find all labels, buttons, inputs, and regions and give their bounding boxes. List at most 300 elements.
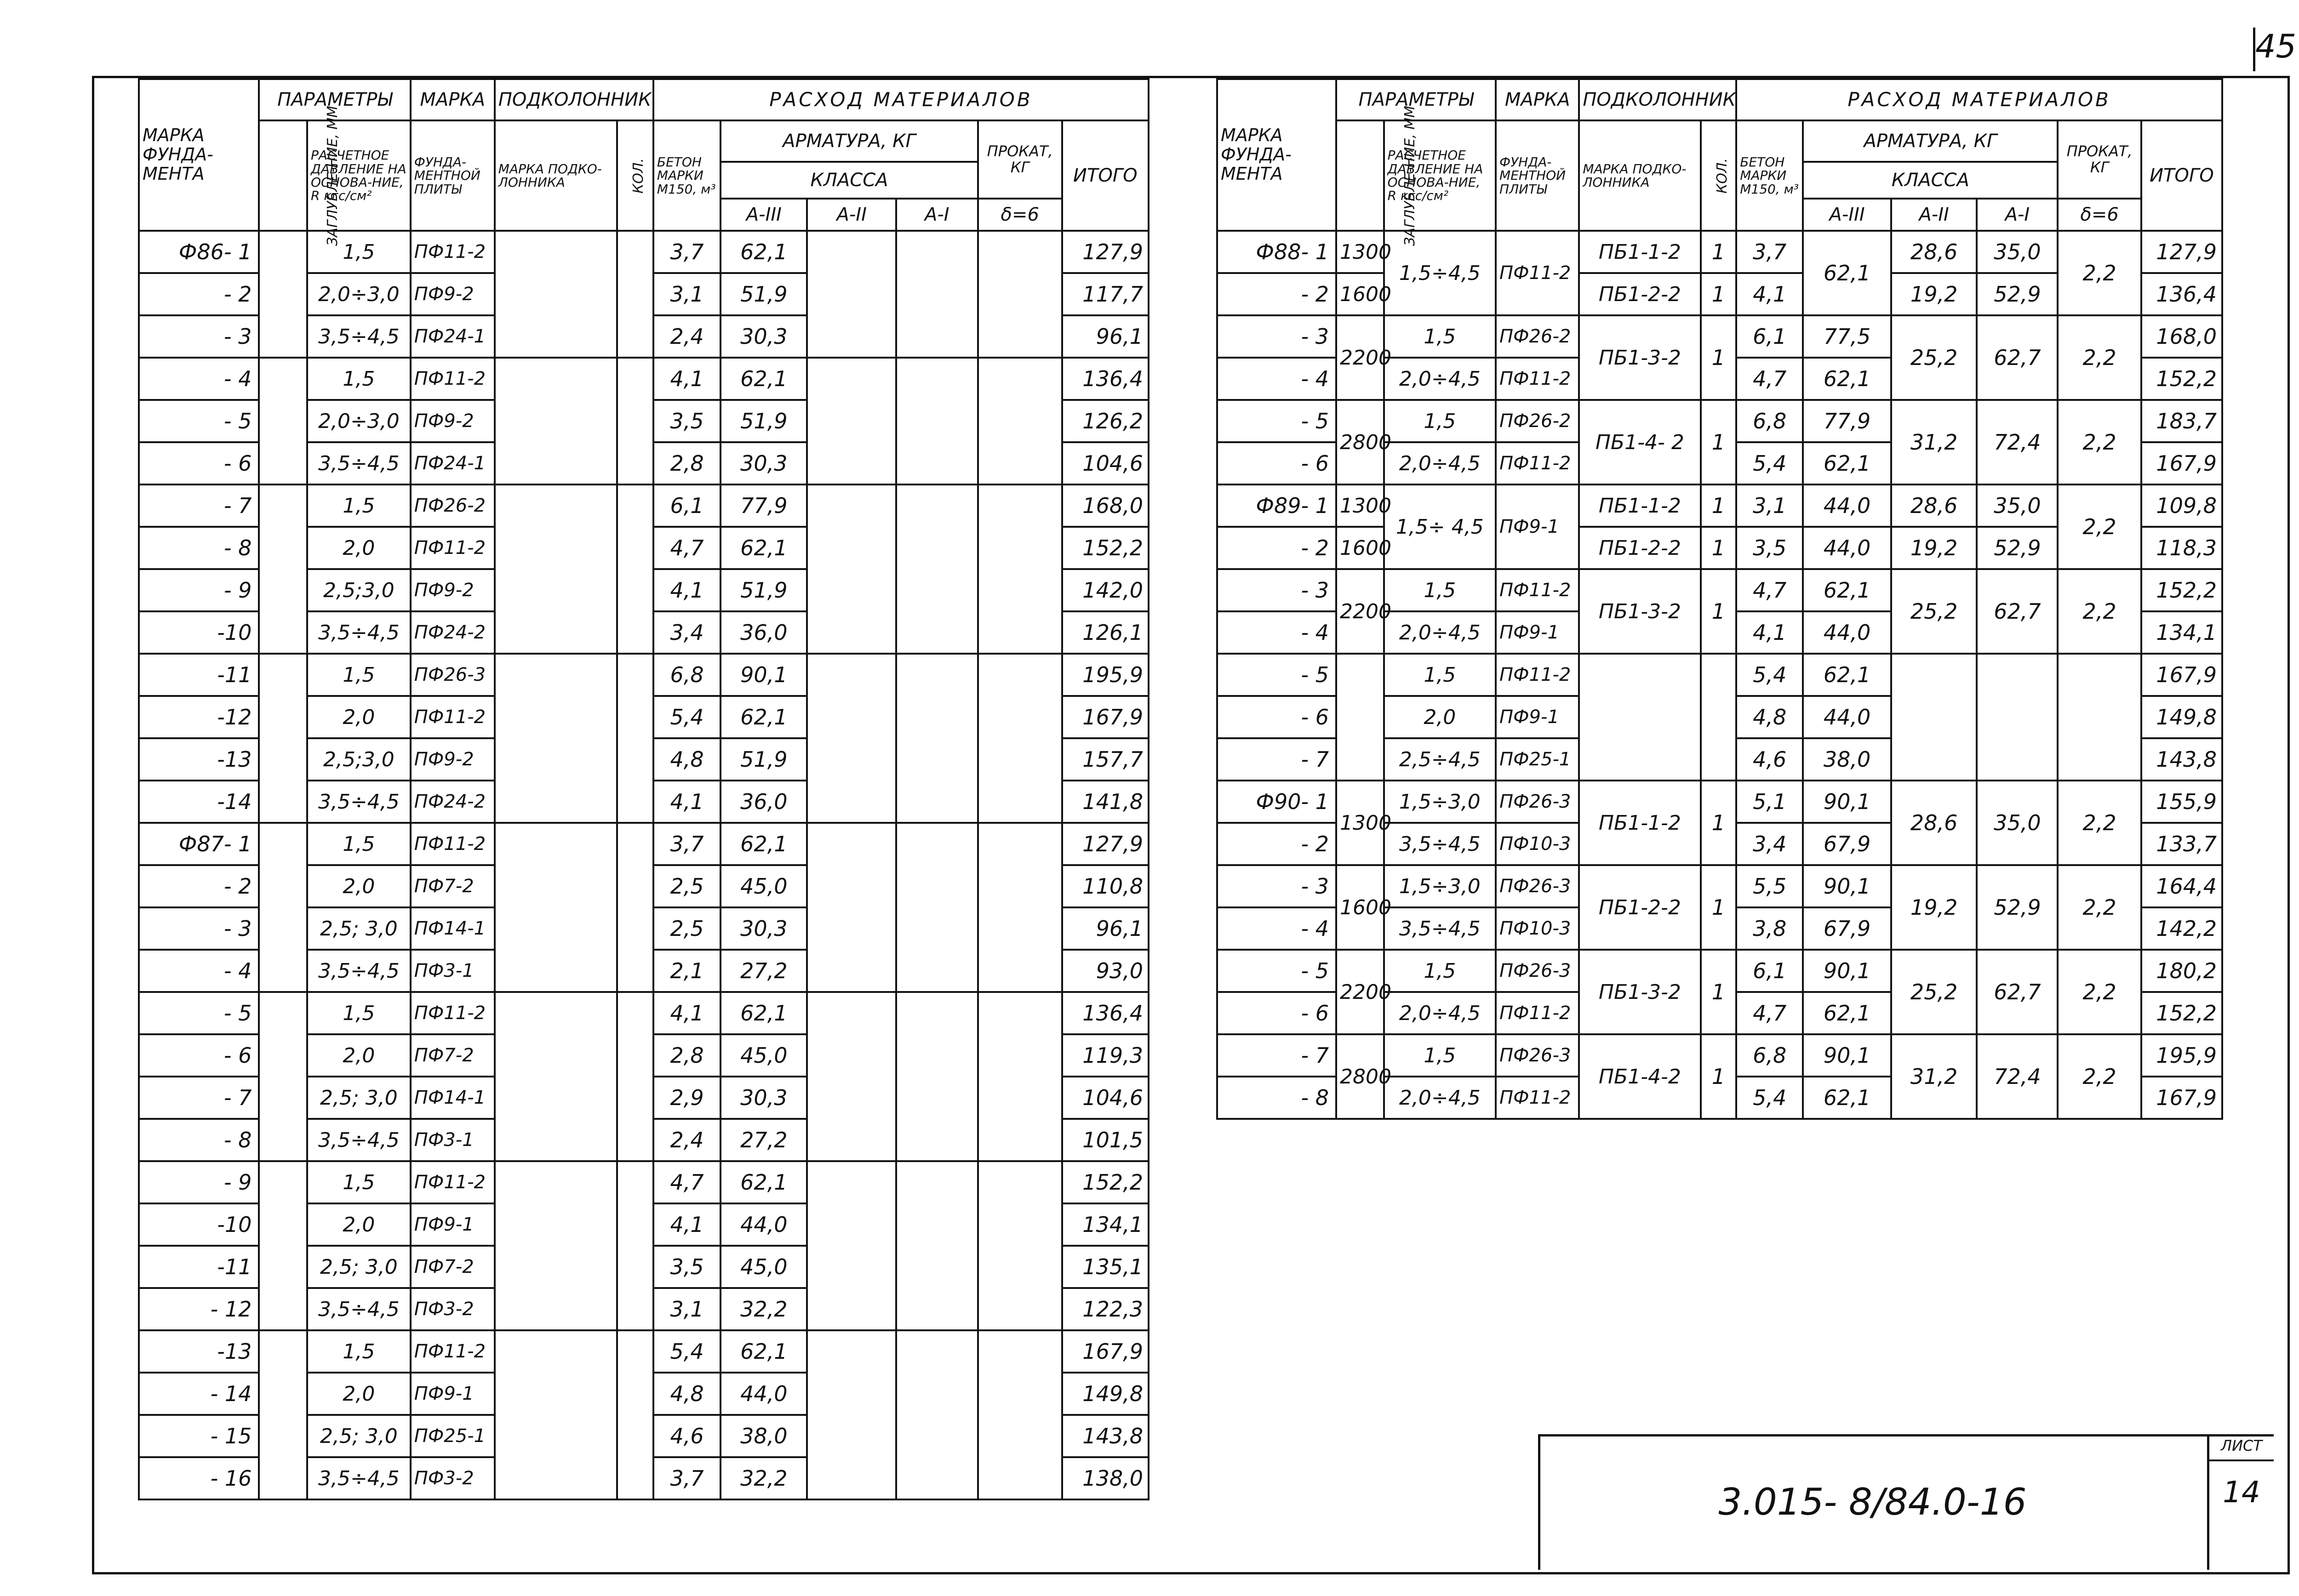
rebar-a2-cell — [1891, 654, 1977, 781]
foundation-mark-cell: -12 — [139, 696, 259, 738]
col-a2-header: А-II — [1891, 199, 1977, 231]
foundation-mark-cell: Ф87- 1 — [139, 823, 259, 865]
concrete-cell: 3,4 — [653, 611, 721, 654]
qty-cell: 1 — [1701, 315, 1737, 400]
plate-mark-cell: ПФ24-1 — [411, 442, 495, 484]
total-cell: 167,9 — [2141, 654, 2222, 696]
concrete-cell: 2,5 — [653, 907, 721, 950]
concrete-cell: 4,8 — [653, 738, 721, 781]
pressure-cell: 1,5÷3,0 — [1384, 781, 1496, 823]
total-cell: 141,8 — [1062, 781, 1149, 823]
col-mark-header: МАРКА ФУНДА-МЕНТА — [1217, 79, 1336, 231]
table-row — [139, 992, 1149, 1034]
rebar-a1-cell: 62,7 — [1977, 315, 2058, 400]
rebar-a2-cell: 19,2 — [1891, 527, 1977, 569]
total-cell: 134,1 — [1062, 1203, 1149, 1246]
rebar-a3-cell: 90,1 — [1803, 950, 1891, 992]
total-cell: 117,7 — [1062, 273, 1149, 315]
rebar-a1-cell — [896, 358, 978, 484]
rolled-cell — [978, 231, 1062, 358]
rebar-a3-cell: 45,0 — [721, 865, 807, 907]
col-subcolumn-mark-header: МАРКА ПОДКО-ЛОННИКА — [495, 120, 618, 231]
qty-cell: 1 — [1701, 781, 1737, 865]
col-rebar-header: АРМАТУРА, КГ — [721, 120, 978, 162]
rebar-a1-cell — [896, 1161, 978, 1330]
total-cell: 134,1 — [2141, 611, 2222, 654]
rebar-a3-cell: 62,1 — [721, 358, 807, 400]
pressure-cell: 1,5 — [307, 1330, 411, 1373]
rebar-a3-cell: 62,1 — [721, 1161, 807, 1203]
qty-cell: 1 — [1701, 231, 1737, 273]
plate-mark-cell: ПФ11-2 — [1496, 231, 1579, 315]
concrete-cell: 2,4 — [653, 315, 721, 358]
pressure-cell: 2,0÷3,0 — [307, 273, 411, 315]
concrete-cell: 4,7 — [1736, 569, 1803, 611]
rebar-a3-cell: 67,9 — [1803, 823, 1891, 865]
total-cell: 143,8 — [2141, 738, 2222, 781]
concrete-cell: 4,1 — [653, 992, 721, 1034]
foundation-mark-cell: - 7 — [139, 484, 259, 527]
table-row — [1217, 400, 2222, 442]
rebar-a1-cell: 35,0 — [1977, 484, 2058, 527]
rebar-a3-cell: 36,0 — [721, 781, 807, 823]
concrete-cell: 4,7 — [653, 527, 721, 569]
pressure-cell: 2,0÷4,5 — [1384, 358, 1496, 400]
sheet-label: ЛИСТ — [2221, 1437, 2262, 1454]
plate-mark-cell: ПФ9-2 — [411, 273, 495, 315]
total-cell: 127,9 — [2141, 231, 2222, 273]
pressure-cell: 3,5÷4,5 — [1384, 823, 1496, 865]
col-plate-top-header: МАРКА — [411, 79, 495, 120]
concrete-cell: 6,1 — [1736, 950, 1803, 992]
table-row — [139, 484, 1149, 527]
col-qty-header: КОЛ. — [617, 120, 653, 231]
depth-cell — [259, 1330, 307, 1499]
plate-mark-cell: ПФ9-1 — [411, 1203, 495, 1246]
right-table-body — [1217, 231, 2222, 1119]
rebar-a3-cell: 77,9 — [1803, 400, 1891, 442]
foundation-mark-cell: - 4 — [139, 358, 259, 400]
foundation-mark-cell: Ф86- 1 — [139, 231, 259, 273]
total-cell: 136,4 — [1062, 992, 1149, 1034]
col-a1-header: А-I — [1977, 199, 2058, 231]
qty-cell: 1 — [1701, 527, 1737, 569]
rebar-a3-cell: 62,1 — [721, 823, 807, 865]
plate-mark-cell: ПФ24-2 — [411, 611, 495, 654]
col-concrete-header: БЕТОН МАРКИ М150, м³ — [653, 120, 721, 231]
pressure-cell: 3,5÷4,5 — [307, 950, 411, 992]
concrete-cell: 3,5 — [653, 400, 721, 442]
rolled-cell: 2,2 — [2058, 569, 2141, 654]
table-row — [139, 654, 1149, 696]
plate-mark-cell: ПФ9-1 — [1496, 696, 1579, 738]
total-cell: 135,1 — [1062, 1246, 1149, 1288]
col-plate-top-header: МАРКА — [1496, 79, 1579, 120]
rebar-a3-cell: 30,3 — [721, 907, 807, 950]
document-code: 3.015- 8/84.0-16 — [1718, 1481, 2027, 1523]
rebar-a3-cell: 62,1 — [1803, 231, 1891, 315]
subcolumn-mark-cell: ПБ1-1-2 — [1579, 231, 1700, 273]
rebar-a3-cell: 38,0 — [1803, 738, 1891, 781]
total-cell: 133,7 — [2141, 823, 2222, 865]
rebar-a3-cell: 45,0 — [721, 1246, 807, 1288]
concrete-cell: 3,7 — [653, 231, 721, 273]
rebar-a2-cell: 28,6 — [1891, 231, 1977, 273]
pressure-cell: 2,0÷4,5 — [1384, 992, 1496, 1034]
subcolumn-mark-cell: ПБ1-3-2 — [1579, 569, 1700, 654]
table-row — [1217, 865, 2222, 907]
concrete-cell: 3,7 — [653, 823, 721, 865]
plate-mark-cell: ПФ11-2 — [411, 527, 495, 569]
plate-mark-cell: ПФ14-1 — [411, 1077, 495, 1119]
foundation-mark-cell: Ф90- 1 — [1217, 781, 1336, 823]
total-cell: 164,4 — [2141, 865, 2222, 907]
concrete-cell: 2,8 — [653, 442, 721, 484]
col-qty-header: КОЛ. — [1701, 120, 1737, 231]
foundation-mark-cell: -13 — [139, 1330, 259, 1373]
plate-mark-cell: ПФ3-1 — [411, 950, 495, 992]
col-a3-header: А-III — [721, 199, 807, 231]
subcolumn-mark-cell — [495, 1161, 618, 1330]
foundation-mark-cell: -11 — [139, 1246, 259, 1288]
pressure-cell: 2,0 — [307, 1203, 411, 1246]
concrete-cell: 6,1 — [1736, 315, 1803, 358]
rebar-a3-cell: 62,1 — [721, 1330, 807, 1373]
total-cell: 167,9 — [2141, 442, 2222, 484]
rebar-a3-cell: 32,2 — [721, 1288, 807, 1330]
foundation-mark-cell: - 4 — [1217, 358, 1336, 400]
col-params-header: ПАРАМЕТРЫ — [1336, 79, 1496, 120]
qty-cell — [617, 231, 653, 358]
plate-mark-cell: ПФ11-2 — [411, 823, 495, 865]
rebar-a3-cell: 62,1 — [1803, 442, 1891, 484]
foundation-mark-cell: - 14 — [139, 1373, 259, 1415]
total-cell: 93,0 — [1062, 950, 1149, 992]
col-params-header: ПАРАМЕТРЫ — [259, 79, 410, 120]
rebar-a3-cell: 77,9 — [721, 484, 807, 527]
left-table-body — [139, 231, 1149, 1499]
pressure-cell: 3,5÷4,5 — [307, 1288, 411, 1330]
plate-mark-cell: ПФ11-2 — [411, 992, 495, 1034]
rolled-cell: 2,2 — [2058, 1034, 2141, 1119]
concrete-cell: 6,1 — [653, 484, 721, 527]
rolled-cell — [2058, 654, 2141, 781]
rebar-a3-cell: 62,1 — [1803, 1077, 1891, 1119]
qty-cell: 1 — [1701, 865, 1737, 950]
plate-mark-cell: ПФ26-3 — [1496, 781, 1579, 823]
rolled-cell: 2,2 — [2058, 950, 2141, 1034]
rebar-a3-cell: 30,3 — [721, 315, 807, 358]
total-cell: 155,9 — [2141, 781, 2222, 823]
foundation-mark-cell: - 6 — [139, 442, 259, 484]
total-cell: 110,8 — [1062, 865, 1149, 907]
foundation-mark-cell: - 4 — [139, 950, 259, 992]
subcolumn-mark-cell: ПБ1-3-2 — [1579, 315, 1700, 400]
plate-mark-cell: ПФ26-3 — [1496, 865, 1579, 907]
depth-cell: 2200 — [1336, 315, 1384, 400]
concrete-cell: 4,7 — [653, 1161, 721, 1203]
rebar-a1-cell: 62,7 — [1977, 950, 2058, 1034]
rebar-a1-cell — [1977, 654, 2058, 781]
rolled-cell: 2,2 — [2058, 484, 2141, 569]
rebar-a1-cell: 35,0 — [1977, 781, 2058, 865]
qty-cell: 1 — [1701, 950, 1737, 1034]
qty-cell — [617, 1330, 653, 1499]
rebar-a2-cell: 31,2 — [1891, 400, 1977, 484]
foundation-mark-cell: - 15 — [139, 1415, 259, 1457]
plate-mark-cell: ПФ7-2 — [411, 1246, 495, 1288]
total-cell: 183,7 — [2141, 400, 2222, 442]
rebar-a3-cell: 90,1 — [1803, 1034, 1891, 1077]
rebar-a1-cell: 52,9 — [1977, 273, 2058, 315]
concrete-cell: 4,1 — [653, 358, 721, 400]
plate-mark-cell: ПФ24-1 — [411, 315, 495, 358]
col-total-header: ИТОГО — [2141, 120, 2222, 231]
pressure-cell: 3,5÷4,5 — [307, 315, 411, 358]
foundation-mark-cell: - 6 — [1217, 992, 1336, 1034]
total-cell: 143,8 — [1062, 1415, 1149, 1457]
rebar-a2-cell — [807, 358, 896, 484]
plate-mark-cell: ПФ11-2 — [411, 231, 495, 273]
depth-cell — [259, 231, 307, 358]
rebar-a2-cell — [807, 1161, 896, 1330]
depth-cell — [259, 992, 307, 1161]
concrete-cell: 3,1 — [653, 273, 721, 315]
rebar-a2-cell: 25,2 — [1891, 569, 1977, 654]
total-cell: 195,9 — [1062, 654, 1149, 696]
total-cell: 126,2 — [1062, 400, 1149, 442]
pressure-cell: 2,0 — [1384, 696, 1496, 738]
subcolumn-mark-cell — [495, 654, 618, 823]
foundation-mark-cell: - 6 — [139, 1034, 259, 1077]
rolled-cell — [978, 654, 1062, 823]
rebar-a3-cell: 30,3 — [721, 442, 807, 484]
total-cell: 138,0 — [1062, 1457, 1149, 1499]
rebar-a3-cell: 44,0 — [721, 1203, 807, 1246]
plate-mark-cell: ПФ26-2 — [1496, 400, 1579, 442]
depth-cell: 1300 — [1336, 484, 1384, 527]
total-cell: 118,3 — [2141, 527, 2222, 569]
plate-mark-cell: ПФ10-3 — [1496, 907, 1579, 950]
pressure-cell: 1,5 — [1384, 569, 1496, 611]
plate-mark-cell: ПФ26-3 — [411, 654, 495, 696]
sheet-number: 14 — [2223, 1476, 2260, 1510]
pressure-cell: 1,5 — [307, 823, 411, 865]
foundation-mark-cell: - 9 — [139, 569, 259, 611]
total-cell: 168,0 — [1062, 484, 1149, 527]
rebar-a2-cell: 25,2 — [1891, 315, 1977, 400]
rebar-a2-cell: 28,6 — [1891, 781, 1977, 865]
pressure-cell: 1,5÷3,0 — [1384, 865, 1496, 907]
foundation-mark-cell: - 4 — [1217, 611, 1336, 654]
rebar-a2-cell — [807, 231, 896, 358]
pressure-cell: 2,0 — [307, 696, 411, 738]
rebar-a3-cell: 27,2 — [721, 950, 807, 992]
subcolumn-mark-cell — [495, 823, 618, 992]
rolled-cell — [978, 358, 1062, 484]
rebar-a1-cell: 72,4 — [1977, 400, 2058, 484]
pressure-cell: 1,5 — [307, 484, 411, 527]
table-row — [1217, 484, 2222, 527]
rolled-cell — [978, 1161, 1062, 1330]
total-cell: 180,2 — [2141, 950, 2222, 992]
pressure-cell: 2,5; 3,0 — [307, 1077, 411, 1119]
subcolumn-mark-cell: ПБ1-4-2 — [1579, 1034, 1700, 1119]
rebar-a1-cell — [896, 484, 978, 654]
col-rebar-header: АРМАТУРА, КГ — [1803, 120, 2058, 162]
concrete-cell: 3,1 — [653, 1288, 721, 1330]
subcolumn-mark-cell — [1579, 654, 1700, 781]
plate-mark-cell: ПФ14-1 — [411, 907, 495, 950]
rebar-a3-cell: 62,1 — [1803, 569, 1891, 611]
rebar-a3-cell: 62,1 — [1803, 992, 1891, 1034]
rebar-a1-cell: 52,9 — [1977, 865, 2058, 950]
rebar-a3-cell: 51,9 — [721, 400, 807, 442]
plate-mark-cell: ПФ11-2 — [411, 1161, 495, 1203]
pressure-cell: 1,5 — [307, 1161, 411, 1203]
plate-mark-cell: ПФ9-1 — [411, 1373, 495, 1415]
rolled-cell: 2,2 — [2058, 315, 2141, 400]
table-row — [1217, 654, 2222, 696]
foundation-mark-cell: - 6 — [1217, 696, 1336, 738]
foundation-mark-cell: - 3 — [1217, 865, 1336, 907]
pressure-cell: 1,5 — [1384, 654, 1496, 696]
concrete-cell: 3,7 — [653, 1457, 721, 1499]
col-mark-header: МАРКА ФУНДА-МЕНТА — [139, 79, 259, 231]
foundation-mark-cell: Ф89- 1 — [1217, 484, 1336, 527]
concrete-cell: 3,1 — [1736, 484, 1803, 527]
pressure-cell: 1,5 — [307, 358, 411, 400]
plate-mark-cell: ПФ3-1 — [411, 1119, 495, 1161]
plate-mark-cell: ПФ11-2 — [1496, 569, 1579, 611]
concrete-cell: 4,8 — [653, 1373, 721, 1415]
rebar-a2-cell: 19,2 — [1891, 273, 1977, 315]
subcolumn-mark-cell — [495, 358, 618, 484]
total-cell: 119,3 — [1062, 1034, 1149, 1077]
col-consumption-header: РАСХОД МАТЕРИАЛОВ — [653, 79, 1149, 120]
foundation-mark-cell: - 7 — [1217, 738, 1336, 781]
rebar-a3-cell: 45,0 — [721, 1034, 807, 1077]
concrete-cell: 3,5 — [1736, 527, 1803, 569]
col-plate-header: ФУНДА-МЕНТНОЙ ПЛИТЫ — [411, 120, 495, 231]
concrete-cell: 4,1 — [1736, 273, 1803, 315]
depth-cell: 1600 — [1336, 865, 1384, 950]
total-cell: 122,3 — [1062, 1288, 1149, 1330]
table-row — [139, 1330, 1149, 1373]
pressure-cell: 1,5 — [1384, 950, 1496, 992]
qty-cell — [617, 1161, 653, 1330]
foundation-mark-cell: - 3 — [1217, 315, 1336, 358]
foundation-mark-cell: - 8 — [1217, 1077, 1336, 1119]
title-block — [1538, 1434, 2274, 1570]
pressure-cell: 2,0÷4,5 — [1384, 611, 1496, 654]
concrete-cell: 4,8 — [1736, 696, 1803, 738]
rebar-a3-cell: 36,0 — [721, 611, 807, 654]
total-cell: 96,1 — [1062, 907, 1149, 950]
plate-mark-cell: ПФ11-2 — [1496, 442, 1579, 484]
col-a3-header: А-III — [1803, 199, 1891, 231]
rolled-cell — [978, 1330, 1062, 1499]
foundation-mark-cell: -14 — [139, 781, 259, 823]
plate-mark-cell: ПФ11-2 — [411, 1330, 495, 1373]
col-delta-header: δ=6 — [2058, 199, 2141, 231]
total-cell: 104,6 — [1062, 1077, 1149, 1119]
concrete-cell: 4,7 — [1736, 358, 1803, 400]
subcolumn-mark-cell — [495, 1330, 618, 1499]
concrete-cell: 4,1 — [653, 1203, 721, 1246]
subcolumn-mark-cell: ПБ1-3-2 — [1579, 950, 1700, 1034]
qty-cell: 1 — [1701, 273, 1737, 315]
pressure-cell: 2,5;3,0 — [307, 738, 411, 781]
col-class-header: КЛАССА — [721, 162, 978, 199]
total-cell: 152,2 — [2141, 992, 2222, 1034]
rebar-a3-cell: 90,1 — [721, 654, 807, 696]
total-cell: 126,1 — [1062, 611, 1149, 654]
rebar-a3-cell: 77,5 — [1803, 315, 1891, 358]
concrete-cell: 4,1 — [653, 781, 721, 823]
rebar-a3-cell: 62,1 — [721, 231, 807, 273]
plate-mark-cell: ПФ25-1 — [411, 1415, 495, 1457]
subcolumn-mark-cell — [495, 992, 618, 1161]
concrete-cell: 6,8 — [1736, 400, 1803, 442]
rebar-a3-cell: 90,1 — [1803, 781, 1891, 823]
foundation-mark-cell: - 2 — [1217, 527, 1336, 569]
col-pressure-header: РАСЧЕТНОЕ ДАВЛЕНИЕ НА ОСНОВА-НИЕ, R кгс/см² — [1384, 120, 1496, 231]
total-cell: 152,2 — [1062, 527, 1149, 569]
foundation-mark-cell: - 3 — [1217, 569, 1336, 611]
concrete-cell: 5,1 — [1736, 781, 1803, 823]
concrete-cell: 3,8 — [1736, 907, 1803, 950]
plate-mark-cell: ПФ3-2 — [411, 1288, 495, 1330]
plate-mark-cell: ПФ11-2 — [1496, 654, 1579, 696]
rebar-a3-cell: 38,0 — [721, 1415, 807, 1457]
rebar-a2-cell — [807, 1330, 896, 1499]
foundation-mark-cell: -10 — [139, 611, 259, 654]
table-row — [1217, 1034, 2222, 1077]
col-consumption-header: РАСХОД МАТЕРИАЛОВ — [1736, 79, 2222, 120]
total-cell: 152,2 — [1062, 1161, 1149, 1203]
concrete-cell: 3,5 — [653, 1246, 721, 1288]
table-row — [139, 358, 1149, 400]
total-cell: 157,7 — [1062, 738, 1149, 781]
left-materials-table — [138, 78, 1150, 1500]
total-cell: 168,0 — [2141, 315, 2222, 358]
col-plate-header: ФУНДА-МЕНТНОЙ ПЛИТЫ — [1496, 120, 1579, 231]
rebar-a2-cell: 25,2 — [1891, 950, 1977, 1034]
pressure-cell: 1,5 — [307, 654, 411, 696]
col-depth-header: ЗАГЛУБЛЕ-НИЕ, ММ — [259, 120, 307, 231]
depth-cell — [259, 484, 307, 654]
concrete-cell: 2,4 — [653, 1119, 721, 1161]
qty-cell — [1701, 654, 1737, 781]
rebar-a1-cell: 62,7 — [1977, 569, 2058, 654]
concrete-cell: 4,1 — [653, 569, 721, 611]
depth-cell: 2800 — [1336, 400, 1384, 484]
rebar-a3-cell: 62,1 — [1803, 654, 1891, 696]
col-a2-header: А-II — [807, 199, 896, 231]
qty-cell — [617, 358, 653, 484]
rebar-a1-cell — [896, 1330, 978, 1499]
col-total-header: ИТОГО — [1062, 120, 1149, 231]
rebar-a1-cell: 52,9 — [1977, 527, 2058, 569]
pressure-cell: 1,5÷ 4,5 — [1384, 484, 1496, 569]
total-cell: 142,0 — [1062, 569, 1149, 611]
concrete-cell: 5,5 — [1736, 865, 1803, 907]
pressure-cell: 2,0÷3,0 — [307, 400, 411, 442]
concrete-cell: 3,7 — [1736, 231, 1803, 273]
foundation-mark-cell: - 5 — [139, 400, 259, 442]
depth-cell — [259, 654, 307, 823]
